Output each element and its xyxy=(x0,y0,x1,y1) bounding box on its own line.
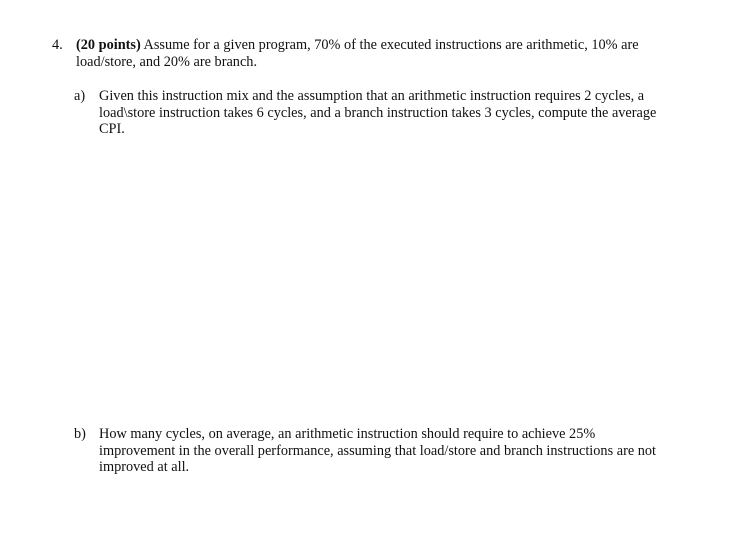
question-line-1 xyxy=(76,37,686,54)
question-line-2: load/store, and 20% are branch. xyxy=(76,53,258,70)
question-line-1-text: Assume for a given program, 70% of the executed instructions are arithmetic, 10% are xyxy=(140,37,639,53)
question-points: (20 points) xyxy=(76,37,141,53)
part-b-label: b) xyxy=(74,426,86,442)
part-a-line-2: load\store instruction takes 6 cycles, and a branch instruction takes 3 cycles, compute the average xyxy=(99,104,657,121)
part-a-text xyxy=(99,88,684,138)
question-number: 4. xyxy=(52,37,63,53)
part-b-line-2: improvement in the overall performance, assuming that load/store and branch instructions are not xyxy=(99,442,657,459)
part-a-line-3: CPI. xyxy=(99,121,125,137)
part-b-line-1: How many cycles, on average, an arithmetic instruction should require to achieve 25% xyxy=(99,426,596,442)
part-b-text xyxy=(99,426,684,476)
question-text xyxy=(76,37,686,70)
part-b-line-3: improved at all. xyxy=(99,459,190,475)
part-a-label: a) xyxy=(74,88,86,104)
part-a-line-1: Given this instruction mix and the assumption that an arithmetic instruction requires 2 cycles, a xyxy=(99,88,645,104)
